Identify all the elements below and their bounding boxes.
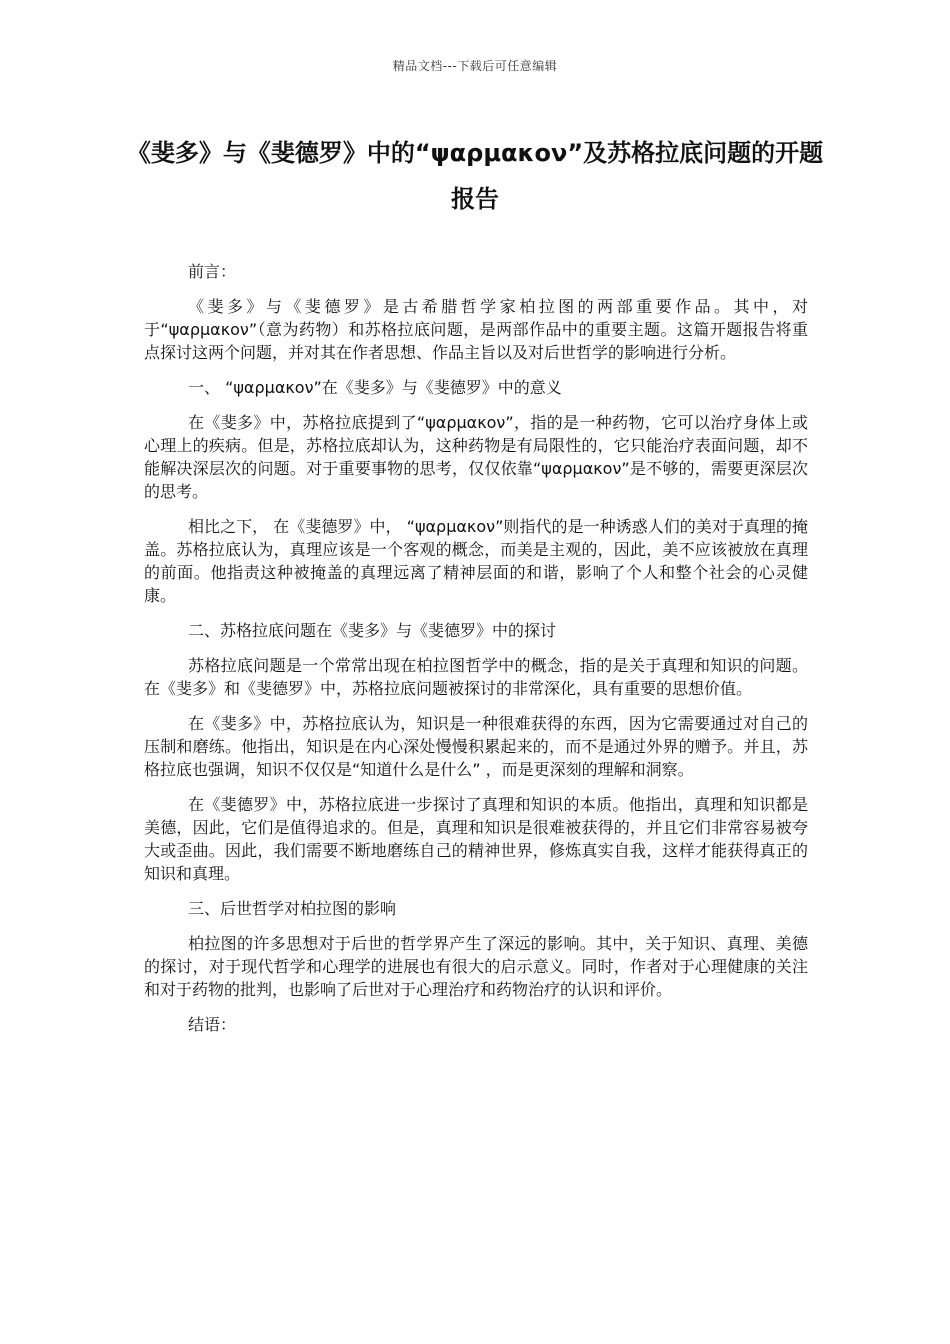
section-3-paragraph: 柏拉图的许多思想对于后世的哲学界产生了深远的影响。其中，关于知识、真理、美德的探讨，对于现代哲学和心理学的进展也有很大的启示意义。同时，作者对于心理健康的关注和对于药物的批判，也影响了后世对于心理治疗和药物治疗的认识和评价。 [144, 934, 808, 999]
conclusion-label: 结语： [188, 1015, 237, 1034]
section-1-paragraph: 在《斐多》中，苏格拉底提到了“ψαρμακον”，指的是一种药物，它可以治疗身体上或心理上的疾病。但是，苏格拉底却认为，这种药物是有局限性的，它只能治疗表面问题，却不能解决深层次的问题。对于重要事物的思考，仅仅依靠“ψαρμακον”是不够的，需要更深层次的思考。 [144, 413, 808, 501]
section-3-heading: 三、后世哲学对柏拉图的影响 [188, 899, 397, 918]
page-title: 《斐多》与《斐德罗》中的“ψαρμακον”及苏格拉底问题的开题报告 [126, 139, 824, 213]
document-body [144, 260, 808, 1048]
section-1-heading: 一、 “ψαρμακον”在《斐多》与《斐德罗》中的意义 [188, 378, 562, 397]
section-1-paragraph: 相比之下， 在《斐德罗》中， “ψαρμακον”则指代的是一种诱惑人们的美对于真理的掩盖。苏格拉底认为，真理应该是一个客观的概念，而美是主观的，因此，美不应该被放在真理的前面。他指责这种被掩盖的真理远离了精神层面的和谐，影响了个人和整个社会的心灵健康。 [144, 517, 808, 605]
section-2-paragraph: 在《斐多》中，苏格拉底认为，知识是一种很难获得的东西，因为它需要通过对自己的压制和磨练。他指出，知识是在内心深处慢慢积累起来的，而不是通过外界的赠予。并且，苏格拉底也强调，知识不仅仅是“知道什么是什么” ，而是更深刻的理解和洞察。 [144, 714, 808, 779]
section-2-heading: 二、苏格拉底问题在《斐多》与《斐德罗》中的探讨 [188, 621, 557, 640]
section-2-paragraph: 苏格拉底问题是一个常常出现在柏拉图哲学中的概念，指的是关于真理和知识的问题。在《斐多》和《斐德罗》中，苏格拉底问题被探讨的非常深化，具有重要的思想价值。 [144, 656, 808, 698]
preface-label: 前言： [188, 262, 237, 281]
preface-paragraph: 《斐多》与《斐德罗》是古希腊哲学家柏拉图的两部重要作品。其中，对于“ψαρμακον”（意为药物）和苏格拉底问题，是两部作品中的重要主题。这篇开题报告将重点探讨这两个问题，并对其在作者思想、作品主旨以及对后世哲学的影响进行分析。 [144, 297, 808, 362]
header-note: 精品文档---下载后可任意编辑 [392, 59, 558, 73]
section-2-paragraph: 在《斐德罗》中，苏格拉底进一步探讨了真理和知识的本质。他指出，真理和知识都是美德，因此，它们是值得追求的。但是，真理和知识是很难被获得的，并且它们非常容易被夸大或歪曲。因此，我们需要不断地磨练自己的精神世界，修炼真实自我，这样才能获得真正的知识和真理。 [144, 795, 808, 883]
